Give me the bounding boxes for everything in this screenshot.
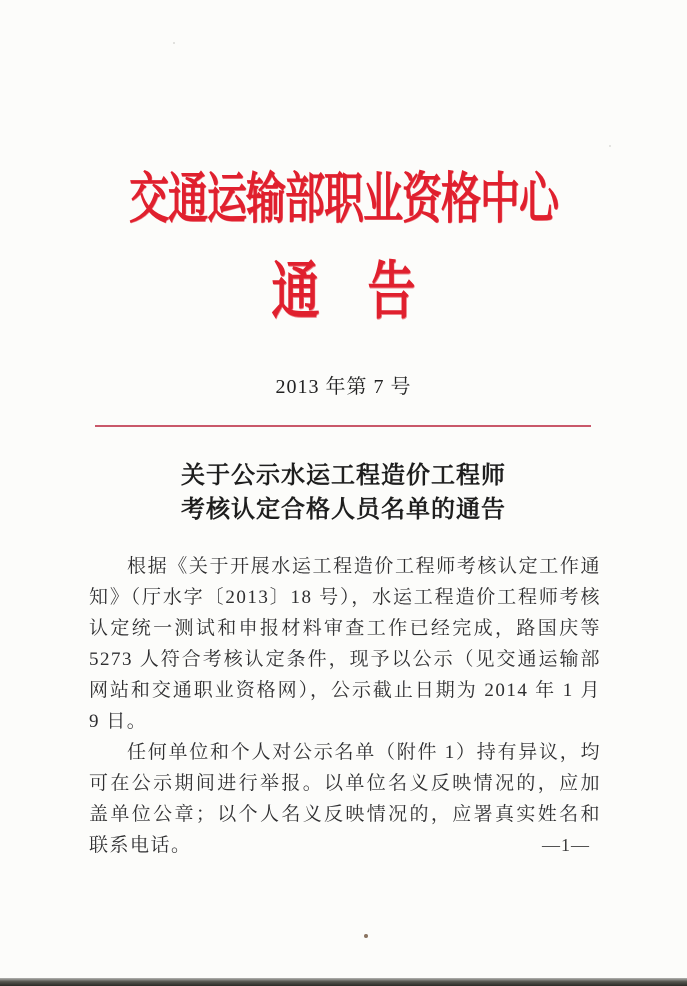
- doc-type-title: 通 告: [271, 258, 416, 327]
- doc-number: 2013 年第 7 号: [275, 376, 412, 398]
- body-paragraph: 根据《关于开展水运工程造价工程师考核认定工作通知》（厅水字〔2013〕18 号），水运工程造价工程师考核认定统一测试和申报材料审查工作已经完成，路国庆等 5273 人符合考核认定条件，现予以公示（见交通运输部网站和交通职业资格网），公示截止日期为 2014 年 1 月 9 日。: [89, 556, 601, 732]
- notice-title: [0, 459, 687, 527]
- issuing-org-title: 交通运输部职业资格中心: [129, 167, 558, 230]
- notice-body: [89, 551, 601, 861]
- scan-speck: [609, 145, 611, 147]
- scan-speck: [173, 42, 175, 44]
- scan-bottom-edge: [0, 978, 687, 986]
- red-divider-line: [95, 425, 591, 427]
- notice-title-line1: 关于公示水运工程造价工程师: [181, 463, 506, 489]
- notice-title-line2: 考核认定合格人员名单的通告: [181, 497, 506, 523]
- page-number: —1—: [542, 835, 590, 855]
- body-paragraph: 任何单位和个人对公示名单（附件 1）持有异议，均可在公示期间进行举报。以单位名义反映情况的，应加盖单位公章；以个人名义反映情况的，应署真实姓名和联系电话。: [89, 742, 601, 856]
- scan-speck: [364, 934, 368, 938]
